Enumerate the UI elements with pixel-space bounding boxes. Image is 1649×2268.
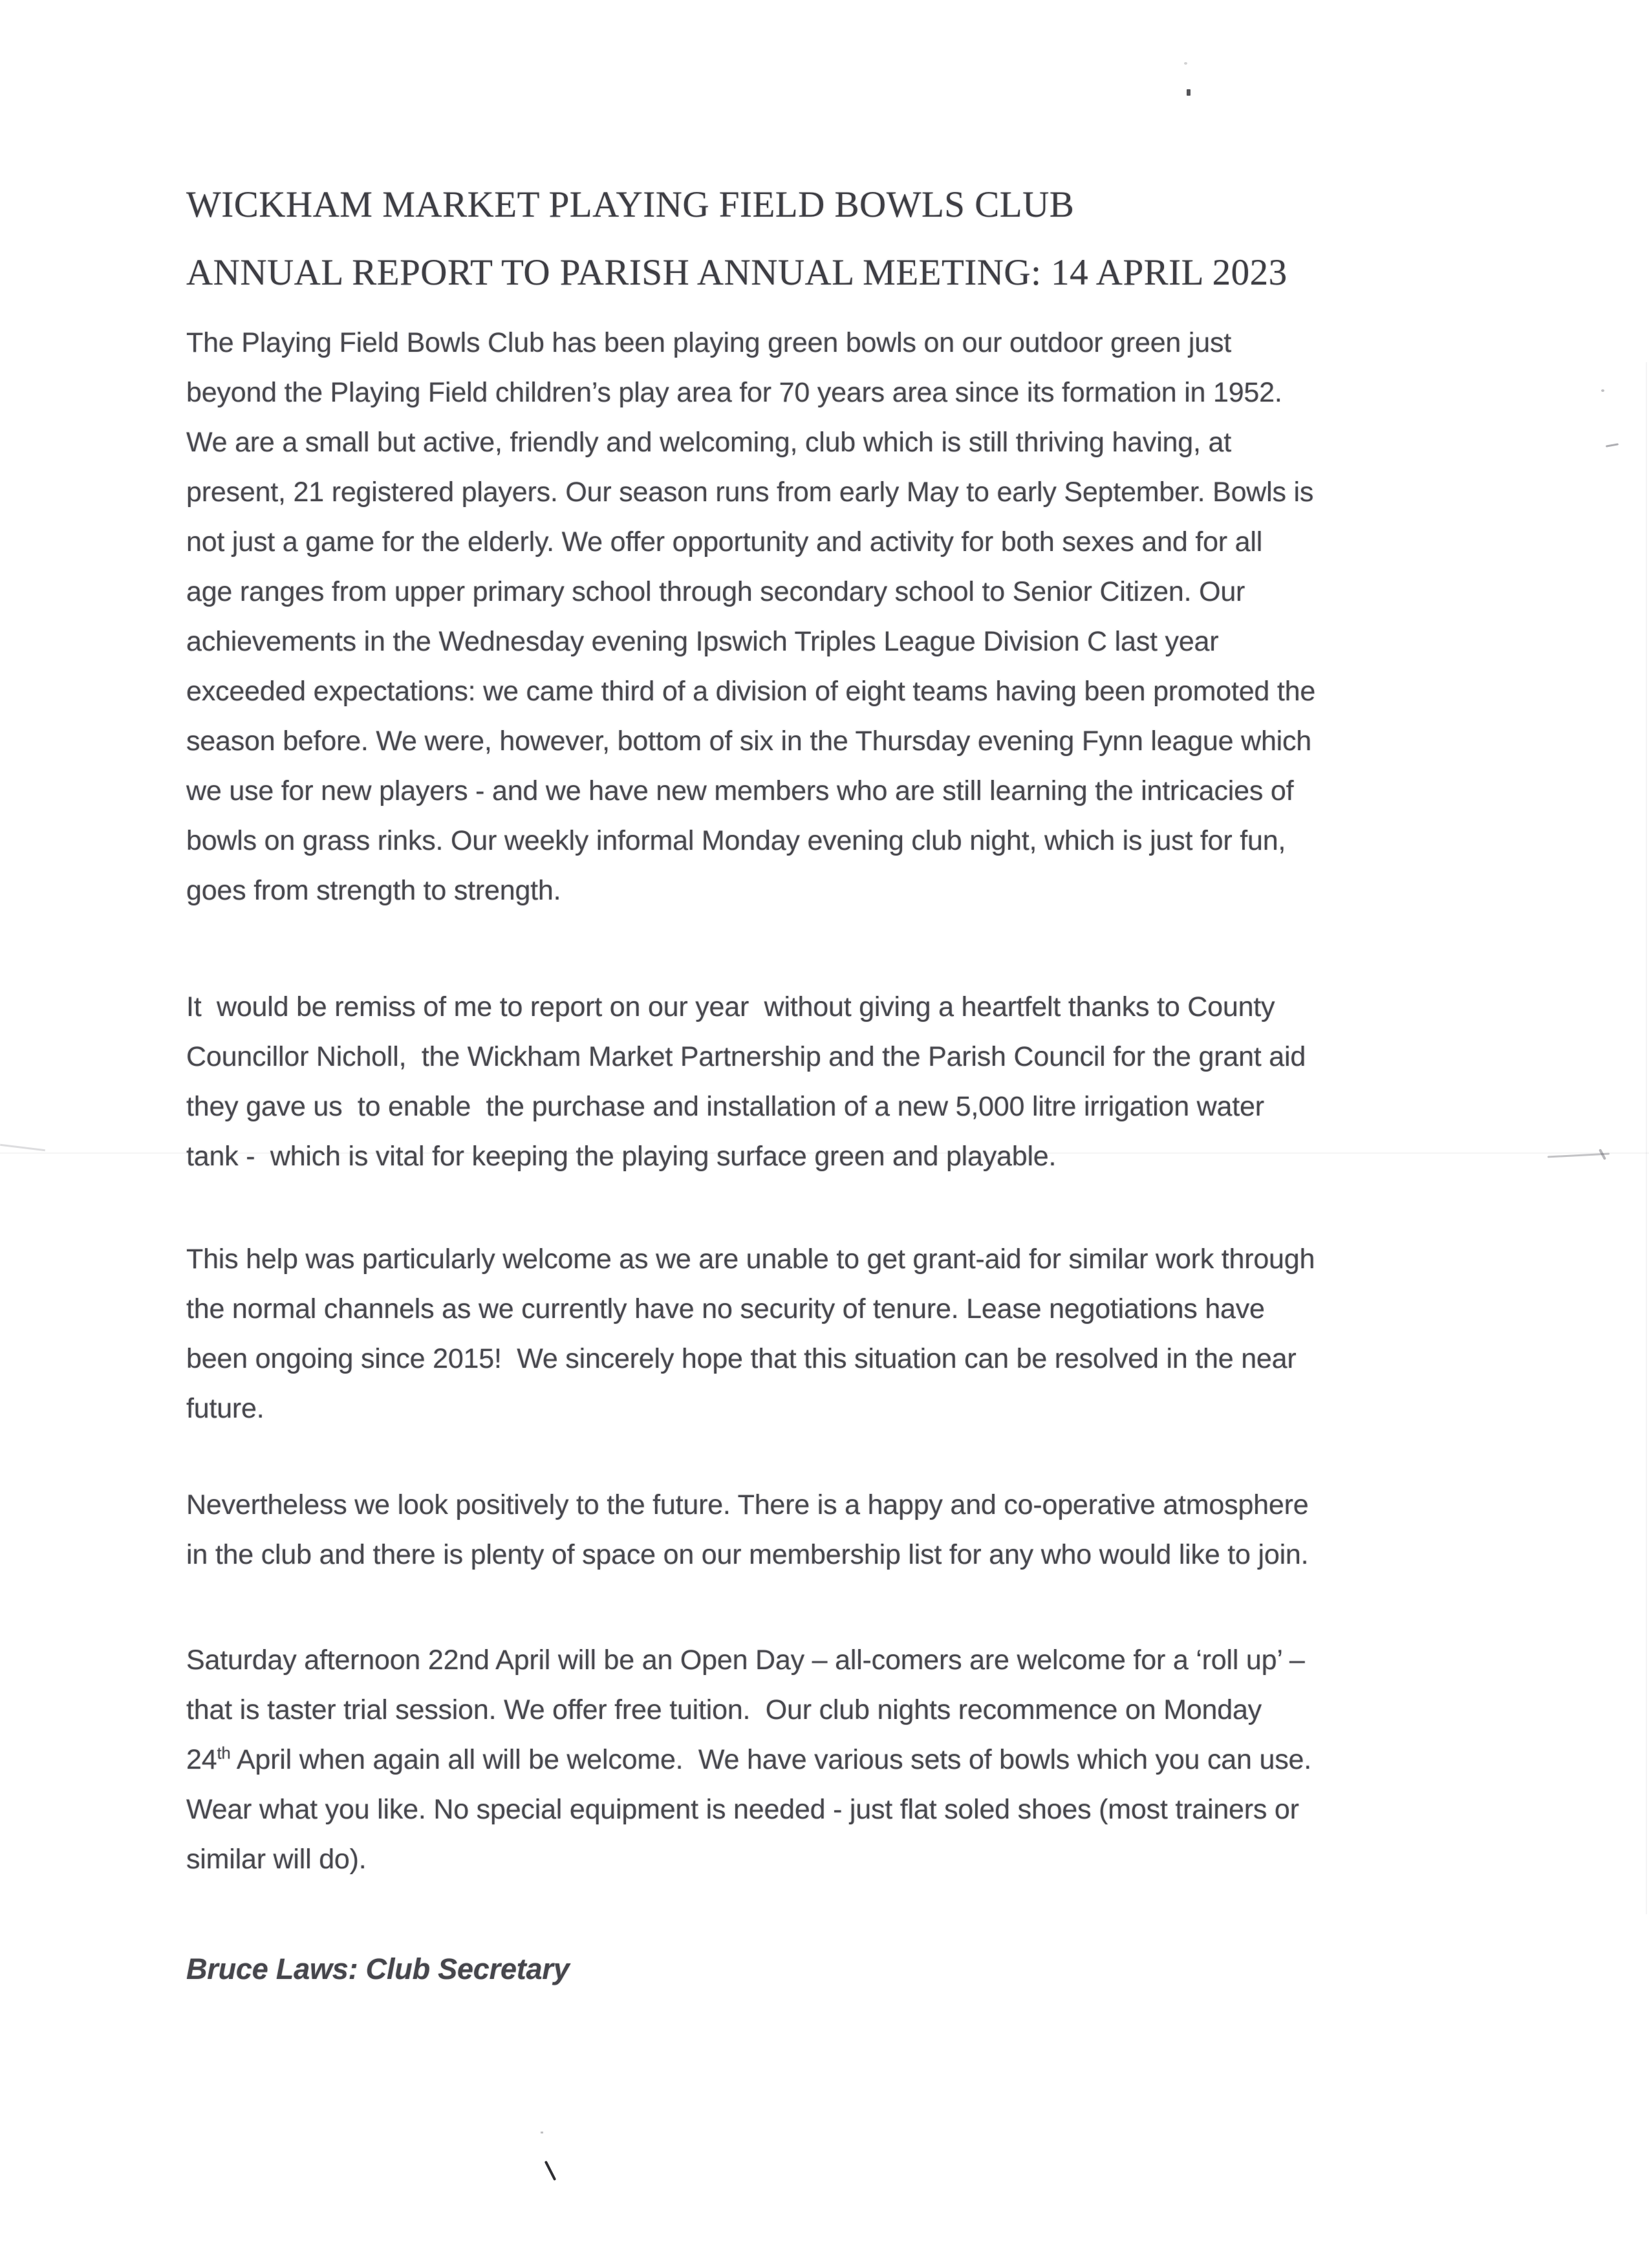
- text-line: in the club and there is plenty of space on our membership list for any who would like to join.: [186, 1539, 1309, 1570]
- paragraph: [186, 1235, 1315, 1434]
- paragraph: [186, 982, 1306, 1182]
- fold-crease-tip: [1599, 1149, 1606, 1160]
- pen-stroke-icon: [544, 2161, 557, 2181]
- scan-speck-icon: [1601, 389, 1604, 392]
- text-line: not just a game for the elderly. We offer opportunity and activity for both sexes and for all: [186, 526, 1263, 557]
- fold-crease-right: [1547, 1152, 1610, 1158]
- text-line: tank - which is vital for keeping the playing surface green and playable.: [186, 1141, 1057, 1172]
- text-line: It would be remiss of me to report on our year without giving a heartfelt thanks to County: [186, 991, 1275, 1022]
- signature-line: Bruce Laws: Club Secretary: [186, 1952, 570, 1985]
- text-line: bowls on grass rinks. Our weekly informal Monday evening club night, which is just for fun,: [186, 825, 1286, 856]
- text-segment: April when again all will be welcome. We have various sets of bowls which you can use.: [230, 1744, 1311, 1775]
- text-line: age ranges from upper primary school through secondary school to Senior Citizen. Our: [186, 576, 1245, 607]
- paragraph: [186, 318, 1315, 916]
- text-line: The Playing Field Bowls Club has been playing green bowls on our outdoor green just: [186, 327, 1231, 358]
- text-line: been ongoing since 2015! We sincerely hope that this situation can be resolved in the near: [186, 1343, 1297, 1374]
- scan-dash-icon: [1606, 443, 1619, 447]
- text-line: We are a small but active, friendly and welcoming, club which is still thriving having, at: [186, 427, 1231, 458]
- text-line: the normal channels as we currently have no security of tenure. Lease negotiations have: [186, 1293, 1265, 1324]
- text-line: beyond the Playing Field children’s play area for 70 years area since its formation in 1952.: [186, 377, 1282, 408]
- text-line: we use for new players - and we have new members who are still learning the intricacies of: [186, 775, 1294, 806]
- text-segment: 24: [186, 1744, 217, 1775]
- text-line: [186, 1735, 1311, 1785]
- text-line: achievements in the Wednesday evening Ipswich Triples League Division C last year: [186, 626, 1219, 657]
- paragraph: [186, 1480, 1308, 1580]
- text-line: Councillor Nicholl, the Wickham Market Partnership and the Parish Council for the grant aid: [186, 1041, 1306, 1072]
- scan-speck-icon: [1184, 62, 1187, 65]
- text-line: season before. We were, however, bottom of six in the Thursday evening Fynn league which: [186, 726, 1312, 757]
- text-line: Nevertheless we look positively to the future. There is a happy and co-operative atmosphere: [186, 1489, 1309, 1520]
- paragraph: [186, 1636, 1311, 1885]
- document-subtitle: ANNUAL REPORT TO PARISH ANNUAL MEETING: 14 APRIL 2023: [186, 252, 1288, 293]
- text-line: they gave us to enable the purchase and installation of a new 5,000 litre irrigation water: [186, 1091, 1264, 1122]
- document-title: WICKHAM MARKET PLAYING FIELD BOWLS CLUB: [186, 184, 1075, 225]
- scanner-edge-line: [1646, 362, 1647, 1914]
- text-line: that is taster trial session. We offer free tuition. Our club nights recommence on Monday: [186, 1694, 1262, 1725]
- text-line: This help was particularly welcome as we are unable to get grant-aid for similar work through: [186, 1244, 1315, 1275]
- text-line: goes from strength to strength.: [186, 875, 561, 906]
- superscript-text: th: [217, 1744, 231, 1763]
- text-line: Saturday afternoon 22nd April will be an Open Day – all-comers are welcome for a ‘roll up’ –: [186, 1645, 1305, 1676]
- text-line: exceeded expectations: we came third of a division of eight teams having been promoted the: [186, 676, 1316, 707]
- fold-crease-left: [0, 1144, 45, 1152]
- text-line: future.: [186, 1393, 264, 1424]
- text-line: similar will do).: [186, 1844, 367, 1875]
- ink-speck-icon: [1187, 89, 1191, 96]
- pen-dot-icon: [541, 2132, 543, 2133]
- text-line: Wear what you like. No special equipment is needed - just flat soled shoes (most trainers or: [186, 1794, 1299, 1825]
- text-line: present, 21 registered players. Our season runs from early May to early September. Bowls is: [186, 477, 1314, 508]
